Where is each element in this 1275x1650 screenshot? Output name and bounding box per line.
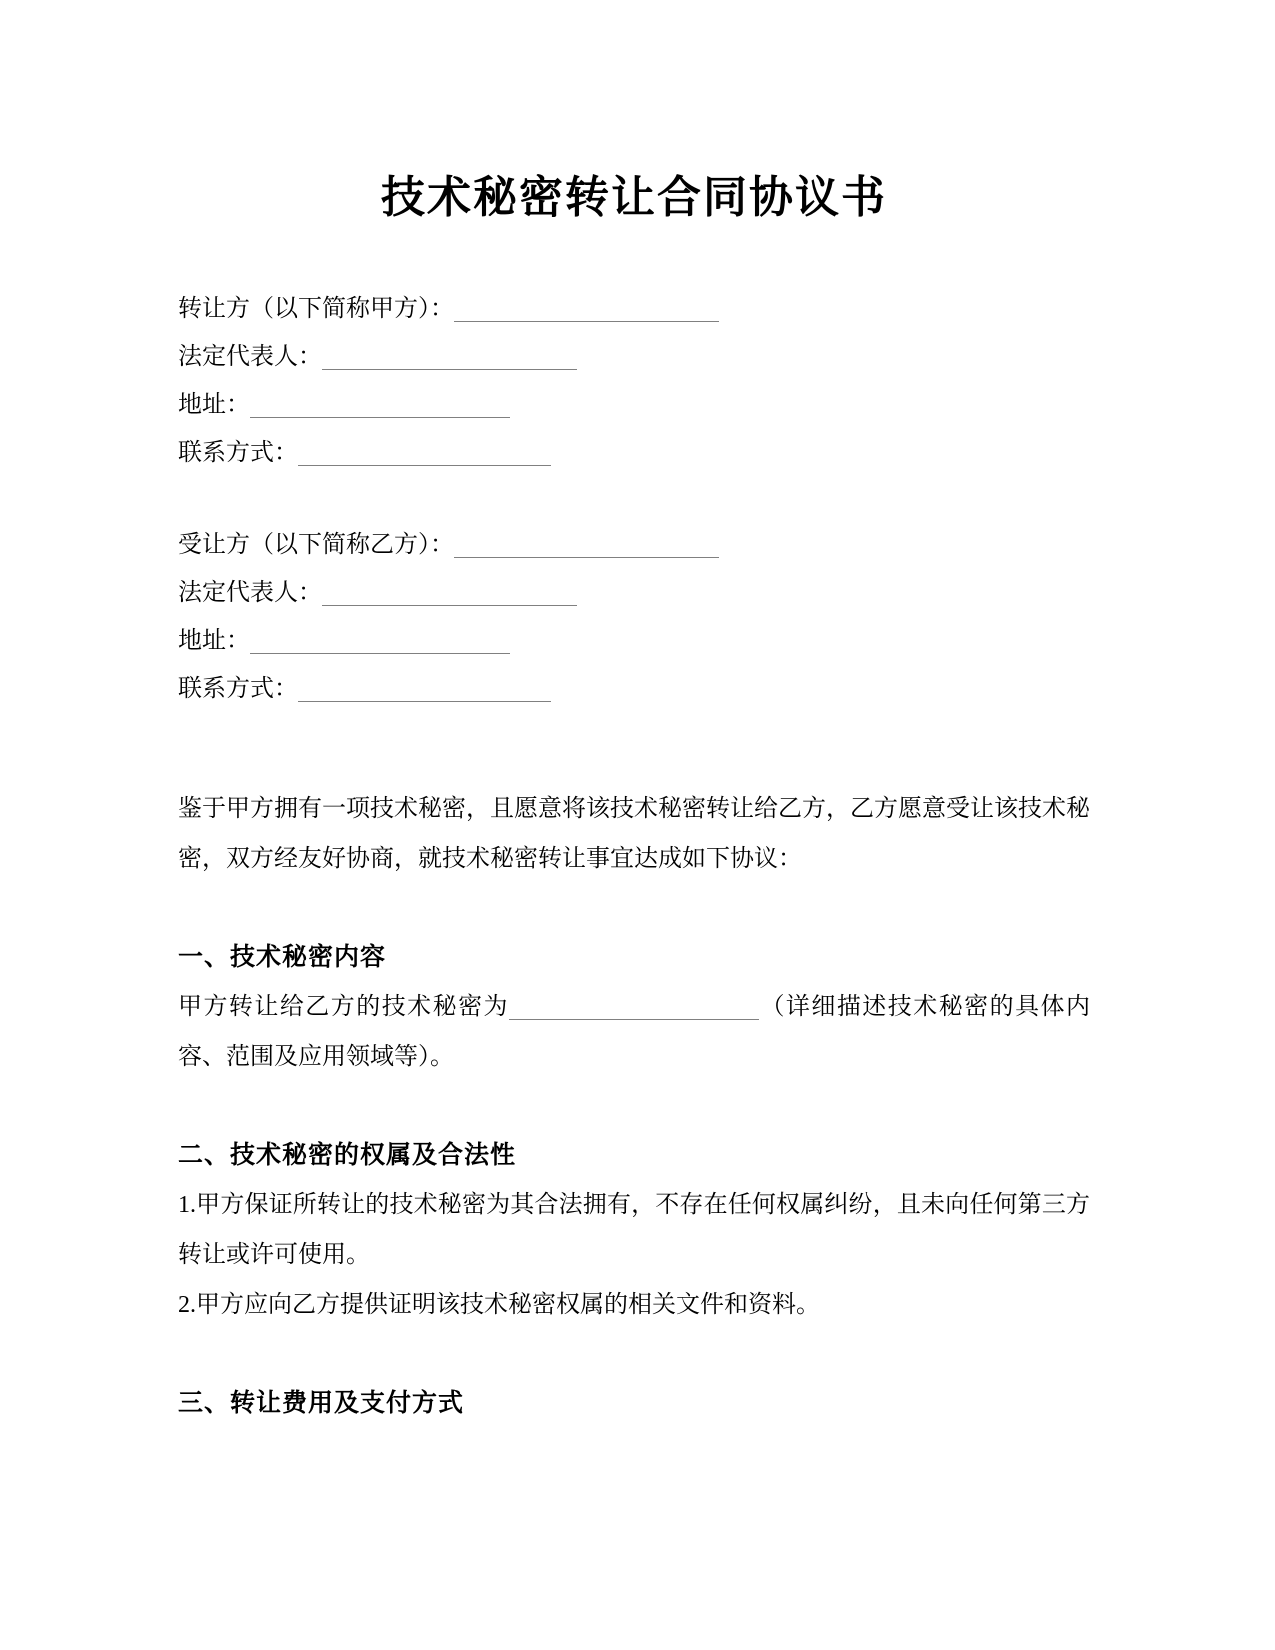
legal-representative-a-fill-in-blank[interactable]: [322, 341, 577, 370]
contact-a-fill-in-blank[interactable]: [298, 437, 551, 466]
transferor-label: 转让方（以下简称甲方）：: [178, 296, 454, 323]
legal-representative-a-label: 法定代表人：: [178, 344, 322, 371]
address-b-label: 地址：: [178, 628, 250, 655]
party-b-info-block: [178, 521, 1090, 713]
contact-b-label: 联系方式：: [178, 676, 298, 703]
transferor-fill-in-blank[interactable]: [454, 293, 719, 322]
contact-b-fill-in-blank[interactable]: [298, 673, 551, 702]
field-row-address-a: [178, 381, 1090, 429]
party-a-info-block: [178, 285, 1090, 477]
document-title: 技术秘密转让合同协议书: [381, 173, 887, 222]
section-1-heading: 一、技术秘密内容: [178, 943, 387, 972]
intro-paragraph: 鉴于甲方拥有一项技术秘密，且愿意将该技术秘密转让给乙方，乙方愿意受让该技术秘密，双方经友好协商，就技术秘密转让事宜达成如下协议：: [178, 796, 1090, 873]
section-2-item-1: 1.甲方保证所转让的技术秘密为其合法拥有，不存在任何权属纠纷，且未向任何第三方转让或许可使用。: [178, 1192, 1090, 1269]
section-3-heading: 三、转让费用及支付方式: [178, 1389, 465, 1418]
field-row-contact-b: [178, 665, 1090, 713]
section-1-text-before-blank: 甲方转让给乙方的技术秘密为: [178, 994, 509, 1021]
tech-secret-fill-in-blank[interactable]: [509, 991, 759, 1020]
section-2-item-2: 2.甲方应向乙方提供证明该技术秘密权属的相关文件和资料。: [178, 1292, 820, 1319]
legal-representative-b-fill-in-blank[interactable]: [322, 577, 577, 606]
field-row-transferee: [178, 521, 1090, 569]
section-1-body: [178, 982, 1090, 1082]
address-a-fill-in-blank[interactable]: [250, 389, 510, 418]
field-row-legal-representative-a: [178, 333, 1090, 381]
transferee-fill-in-blank[interactable]: [454, 529, 719, 558]
contact-a-label: 联系方式：: [178, 440, 298, 467]
field-row-transferor: [178, 285, 1090, 333]
field-row-contact-a: [178, 429, 1090, 477]
section-1-text-after-blank: （详细描述技术秘密的具体内容、范围及应用领域等）。: [178, 994, 1090, 1071]
field-row-legal-representative-b: [178, 569, 1090, 617]
legal-representative-b-label: 法定代表人：: [178, 580, 322, 607]
address-b-fill-in-blank[interactable]: [250, 625, 510, 654]
field-row-address-b: [178, 617, 1090, 665]
address-a-label: 地址：: [178, 392, 250, 419]
transferee-label: 受让方（以下简称乙方）：: [178, 532, 454, 559]
section-2-heading: 二、技术秘密的权属及合法性: [178, 1141, 517, 1170]
